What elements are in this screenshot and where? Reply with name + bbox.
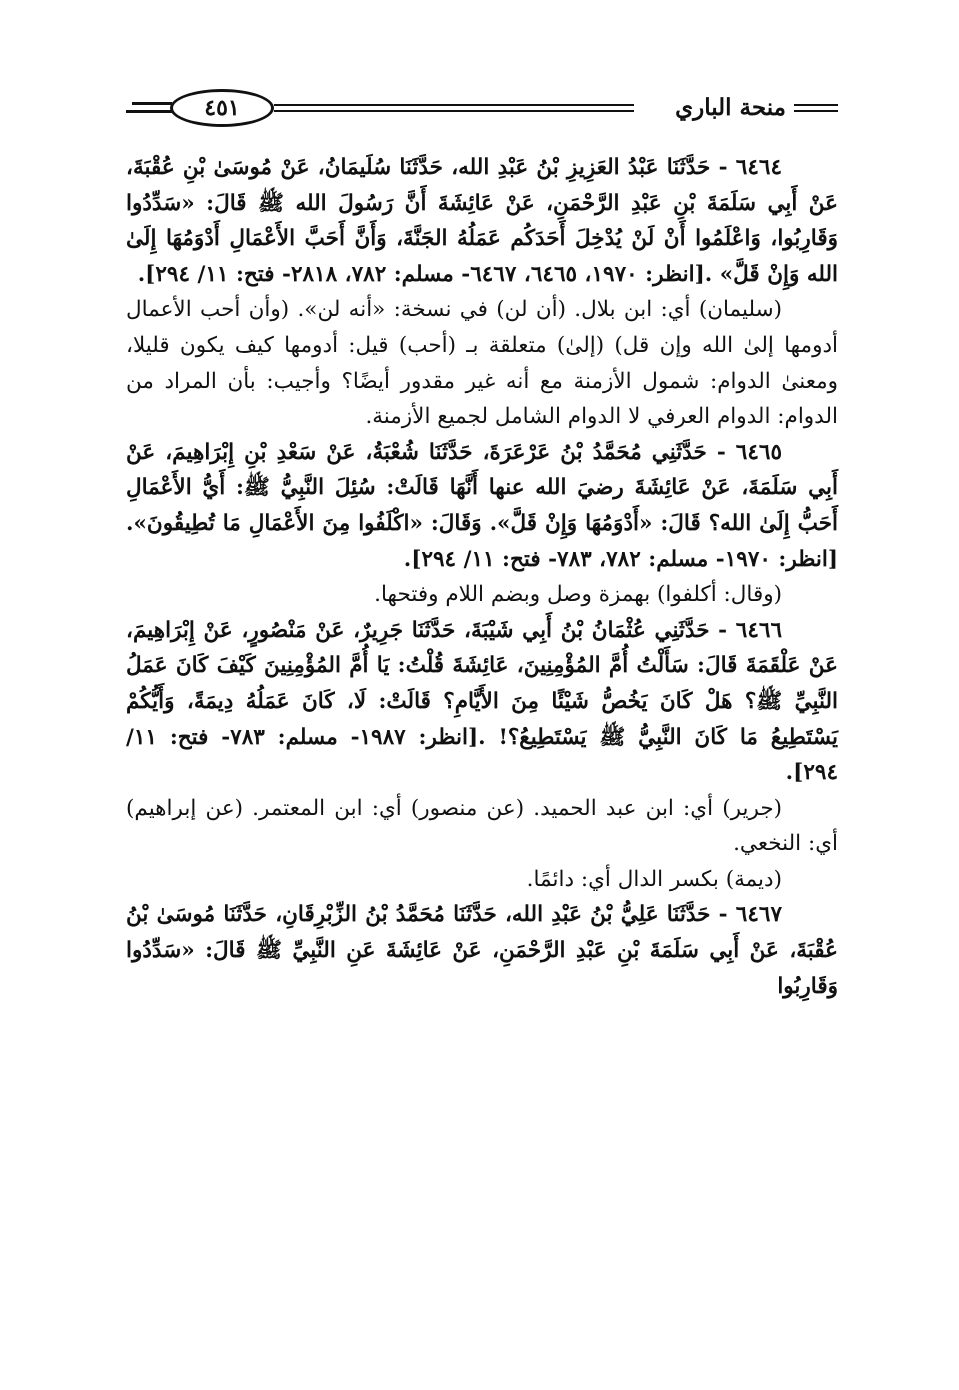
commentary-6466-narrators: (جرير) أي: ابن عبد الحميد. (عن منصور) أي: ابن المعتمر. (عن إبراهيم) أي: النخعي. xyxy=(126,795,838,857)
running-header xyxy=(126,80,838,136)
header-rule-right-top xyxy=(794,104,838,106)
page-body xyxy=(126,150,838,1004)
header-rule-left-bottom xyxy=(126,110,172,113)
commentary-6464: (سليمان) أي: ابن بلال. (أن لن) في نسخة: «أنه لن». (وأن أحب الأعمال أدومها إلىٰ الله وإن قل) (إلىٰ) متعلقة بـ (أحب) قيل: أدومها كيف يكون قليلا، ومعنىٰ الدوام: شمول الأزمنة مع أنه غير مقدور أيضًا؟ وأجيب: بأن المراد من الدوام: الدوام العرفي لا الدوام الشامل لجميع الأزمنة. xyxy=(126,297,838,430)
page-number: ٤٥١ xyxy=(204,95,240,121)
header-rule-right-bottom xyxy=(794,110,838,112)
hadith-6464: ٦٤٦٤ - حَدَّثَنَا عَبْدُ العَزِيزِ بْنُ عَبْدِ الله، حَدَّثَنَا سُلَيمَانُ، عَنْ مُوسَىٰ بْنِ عُقْبَةَ، عَنْ أَبِي سَلَمَةَ بْنِ عَبْدِ الرَّحْمَنِ، عَنْ عَائِشَةَ أَنَّ رَسُولَ الله ﷺ قَالَ: «سَدِّدُوا وَقَارِبُوا، وَاعْلَمُوا أَنْ لَنْ يُدْخِلَ أَحَدَكُم عَمَلُهُ الجَنَّةَ، وَأَنَّ أَحَبَّ الأَعْمَالِ أَدْوَمُهَا إِلَىٰ الله وَإِنْ قَلَّ» .[انظر: ١٩٧٠، ٦٤٦٥، ٦٤٦٧- مسلم: ٧٨٢، ٢٨١٨- فتح: ١١/ ٢٩٤]. xyxy=(126,155,838,287)
hadith-6467: ٦٤٦٧ - حَدَّثَنَا عَلِيُّ بْنُ عَبْدِ الله، حَدَّثَنَا مُحَمَّدُ بْنُ الزِّبْرِقَانِ، حَدَّثَنَا مُوسَىٰ بْنُ عُقْبَةَ، عَنْ أَبِي سَلَمَةَ بْنِ عَبْدِ الرَّحْمَنِ، عَنْ عَائِشَةَ عَنِ النَّبِيِّ ﷺ قَالَ: «سَدِّدُوا وَقَارِبُوا xyxy=(126,902,838,999)
book-title: منحة الباري xyxy=(675,94,786,121)
page-number-badge xyxy=(170,89,274,127)
commentary-6465: (وقال: أكلفوا) بهمزة وصل وبضم اللام وفتحها. xyxy=(374,582,782,608)
hadith-6466: ٦٤٦٦ - حَدَّثَنِي عُثْمَانُ بْنُ أَبِي شَيْبَةَ، حَدَّثَنَا جَرِيرٌ، عَنْ مَنْصُورٍ، عَنْ إِبْرَاهِيمَ، عَنْ عَلْقَمَةَ قَالَ: سَأَلْتُ أُمَّ المُؤْمِنِينَ، عَائِشَةَ قُلْتُ: يَا أُمَّ المُؤْمِنِينَ كَيْفَ كَانَ عَمَلُ النَّبِيِّ ﷺ؟ هَلْ كَانَ يَخُصُّ شَيْئًا مِنَ الأَيَّامِ؟ قَالَتْ: لَا، كَانَ عَمَلُهُ دِيمَةً، وَأَيُّكُمْ يَسْتَطِيعُ مَا كَانَ النَّبِيُّ ﷺ يَسْتَطِيعُ؟! .[انظر: ١٩٨٧- مسلم: ٧٨٣- فتح: ١١/ ٢٩٤]. xyxy=(126,617,838,786)
header-rule-left-top xyxy=(132,102,172,105)
header-rule-middle-bottom xyxy=(274,110,634,112)
header-rule-middle-top xyxy=(274,104,634,106)
commentary-6466-dima: (ديمة) بكسر الدال أي: دائمًا. xyxy=(526,866,782,892)
hadith-6465: ٦٤٦٥ - حَدَّثَنِي مُحَمَّدُ بْنُ عَرْعَرَةَ، حَدَّثَنَا شُعْبَةُ، عَنْ سَعْدِ بْنِ إِبْرَاهِيمَ، عَنْ أَبِي سَلَمَةَ، عَنْ عَائِشَةَ رضيَ الله عنها أَنَّهَا قَالَتْ: سُئِلَ النَّبِيُّ ﷺ: أَيُّ الأَعْمَالِ أَحَبُّ إِلَىٰ الله؟ قَالَ: «أَدْوَمُهَا وَإِنْ قَلَّ». وَقَالَ: «اكْلَفُوا مِنَ الأَعْمَالِ مَا تُطِيقُونَ». [انظر: ١٩٧٠- مسلم: ٧٨٢، ٧٨٣- فتح: ١١/ ٢٩٤]. xyxy=(126,439,838,572)
